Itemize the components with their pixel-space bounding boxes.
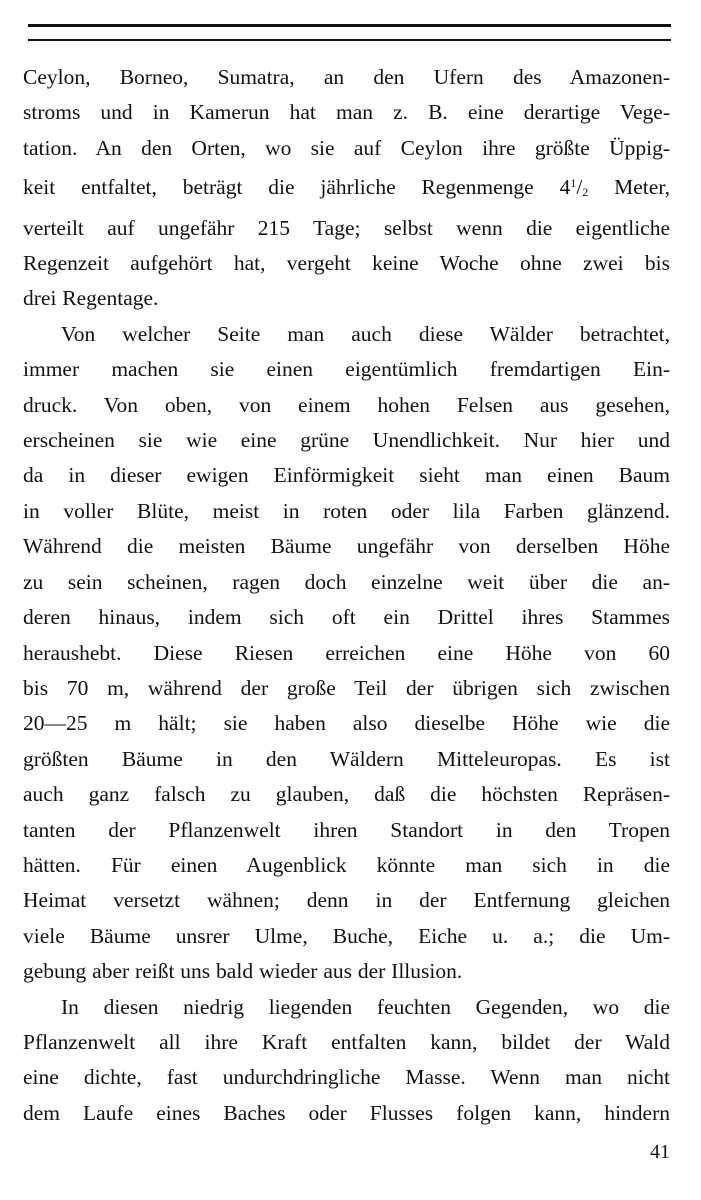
text-line: tation. An den Orten, wo sie auf Ceylon ihre größte Üppig-	[23, 135, 670, 160]
text-line: tanten der Pflanzenwelt ihren Standort in den Tropen	[23, 817, 670, 842]
rain-amount-slash: /	[576, 175, 583, 200]
text-line: erscheinen sie wie eine grüne Unendlichkeit. Nur hier und	[23, 428, 670, 453]
text-line: Ceylon, Borneo, Sumatra, an den Ufern des Amazonen-	[23, 65, 670, 89]
rain-amount-whole: 4	[559, 175, 571, 200]
text-line: bis 70 m, während der große Teil der übrigen sich zwischen	[23, 675, 670, 700]
page-number: 41	[650, 1141, 670, 1163]
page-body	[23, 60, 670, 1131]
text-line: Von welcher Seite man auch diese Wälder betrachtet,	[61, 321, 670, 346]
text-line: auch ganz falsch zu glauben, daß die höchsten Repräsen-	[23, 782, 670, 807]
text-line: drei Regentage.	[23, 286, 159, 311]
text-line: dem Laufe eines Baches oder Flusses folgen kann, hindern	[23, 1100, 670, 1125]
rain-amount-unit: Meter,	[588, 175, 670, 200]
text-line: Pflanzenwelt all ihre Kraft entfalten kann, bildet der Wald	[23, 1029, 670, 1054]
text-line: da in dieser ewigen Einförmigkeit sieht man einen Baum	[23, 463, 670, 488]
text-line: deren hinaus, indem sich oft ein Drittel ihres Stammes	[23, 605, 670, 630]
header-rule-thin	[28, 39, 671, 41]
text-line: 20—25 m hält; sie haben also dieselbe Höhe wie die	[23, 711, 670, 736]
text-line: keit entfaltet, beträgt die jährliche Regenmenge	[23, 175, 560, 200]
text-line: In diesen niedrig liegenden feuchten Gegenden, wo die	[61, 994, 670, 1019]
text-line-rain-amount	[23, 166, 670, 210]
text-line: zu sein scheinen, ragen doch einzelne weit über die an-	[23, 569, 670, 594]
text-line: Heimat versetzt wähnen; denn in der Entfernung gleichen	[23, 888, 670, 913]
text-line: gebung aber reißt uns bald wieder aus der Illusion.	[23, 959, 463, 984]
header-rule-thick	[28, 24, 671, 27]
rain-amount-numerator: 1	[570, 176, 577, 191]
text-line: größten Bäume in den Wäldern Mitteleuropas. Es ist	[23, 746, 670, 771]
text-line: in voller Blüte, meist in roten oder lila Farben glänzend.	[23, 498, 670, 523]
text-line: druck. Von oben, von einem hohen Felsen aus gesehen,	[23, 392, 670, 417]
text-line: hätten. Für einen Augenblick könnte man sich in die	[23, 852, 670, 877]
text-line: immer machen sie einen eigentümlich fremdartigen Ein-	[23, 357, 670, 382]
text-line: eine dichte, fast undurchdringliche Masse. Wenn man nicht	[23, 1065, 670, 1090]
text-line: Während die meisten Bäume ungefähr von derselben Höhe	[23, 534, 670, 559]
text-line: viele Bäume unsrer Ulme, Buche, Eiche u. a.; die Um-	[23, 923, 670, 948]
text-line: stroms und in Kamerun hat man z. B. eine derartige Vege-	[23, 100, 670, 125]
text-line: heraushebt. Diese Riesen erreichen eine Höhe von 60	[23, 640, 670, 665]
rain-amount-denominator: 2	[582, 185, 589, 200]
text-line: Regenzeit aufgehört hat, vergeht keine Woche ohne zwei bis	[23, 251, 670, 276]
text-line: verteilt auf ungefähr 215 Tage; selbst wenn die eigentliche	[23, 215, 670, 240]
